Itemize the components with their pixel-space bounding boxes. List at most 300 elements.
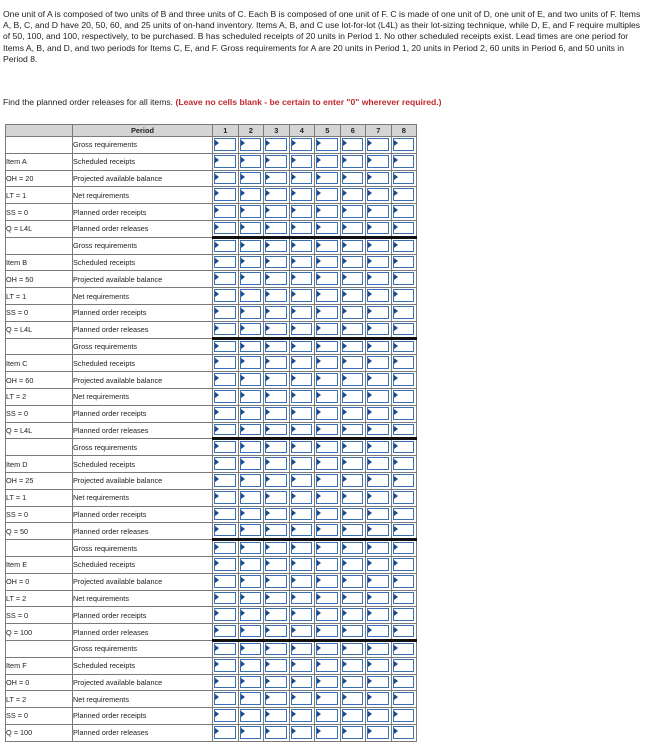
- answer-input[interactable]: [240, 659, 262, 672]
- answer-input[interactable]: [240, 457, 262, 470]
- answer-input[interactable]: [316, 205, 338, 218]
- answer-input[interactable]: [265, 407, 287, 420]
- answer-input[interactable]: [291, 575, 313, 588]
- answer-input[interactable]: [342, 676, 364, 689]
- answer-input[interactable]: [265, 356, 287, 369]
- answer-input[interactable]: [291, 155, 313, 168]
- answer-input[interactable]: [342, 441, 364, 453]
- answer-input[interactable]: [342, 508, 364, 521]
- answer-input[interactable]: [240, 205, 262, 218]
- answer-input[interactable]: [214, 441, 236, 453]
- answer-input[interactable]: [214, 390, 236, 403]
- answer-input[interactable]: [265, 542, 287, 554]
- answer-input[interactable]: [367, 205, 389, 218]
- answer-input[interactable]: [316, 390, 338, 403]
- answer-input[interactable]: [316, 240, 338, 252]
- answer-input[interactable]: [240, 542, 262, 554]
- mrp-row: [6, 304, 417, 321]
- answer-input[interactable]: [240, 356, 262, 369]
- answer-input[interactable]: [265, 524, 287, 536]
- answer-input[interactable]: [393, 457, 415, 470]
- answer-input[interactable]: [367, 608, 389, 621]
- answer-input[interactable]: [367, 692, 389, 705]
- answer-input[interactable]: [367, 240, 389, 252]
- answer-input[interactable]: [240, 306, 262, 319]
- answer-input[interactable]: [214, 676, 236, 689]
- answer-input[interactable]: [240, 508, 262, 521]
- answer-input[interactable]: [316, 643, 338, 655]
- answer-input[interactable]: [367, 306, 389, 319]
- answer-input[interactable]: [291, 356, 313, 369]
- answer-input[interactable]: [240, 323, 262, 335]
- answer-input[interactable]: [316, 306, 338, 319]
- answer-input[interactable]: [367, 222, 389, 234]
- answer-input[interactable]: [367, 323, 389, 335]
- answer-input[interactable]: [393, 390, 415, 403]
- answer-input[interactable]: [316, 272, 338, 285]
- answer-input[interactable]: [240, 726, 262, 739]
- answer-input[interactable]: [240, 256, 262, 269]
- answer-input[interactable]: [214, 341, 236, 353]
- answer-input[interactable]: [342, 138, 364, 151]
- answer-input[interactable]: [342, 289, 364, 302]
- answer-input[interactable]: [214, 323, 236, 335]
- answer-input[interactable]: [240, 575, 262, 588]
- answer-input[interactable]: [214, 407, 236, 420]
- answer-input[interactable]: [265, 323, 287, 335]
- answer-input[interactable]: [316, 172, 338, 185]
- answer-input[interactable]: [214, 240, 236, 252]
- answer-input[interactable]: [214, 172, 236, 185]
- answer-input[interactable]: [240, 289, 262, 302]
- answer-input[interactable]: [265, 457, 287, 470]
- answer-input[interactable]: [265, 272, 287, 285]
- answer-input[interactable]: [393, 272, 415, 285]
- answer-input[interactable]: [316, 491, 338, 504]
- answer-input[interactable]: [367, 676, 389, 689]
- answer-input[interactable]: [265, 575, 287, 588]
- answer-input[interactable]: [342, 222, 364, 234]
- answer-input[interactable]: [342, 373, 364, 386]
- answer-input[interactable]: [240, 643, 262, 655]
- answer-input[interactable]: [214, 592, 236, 605]
- answer-input[interactable]: [214, 256, 236, 269]
- answer-input[interactable]: [214, 188, 236, 201]
- answer-input[interactable]: [265, 709, 287, 722]
- answer-input[interactable]: [291, 625, 313, 637]
- answer-input[interactable]: [316, 709, 338, 722]
- answer-input[interactable]: [265, 692, 287, 705]
- answer-input[interactable]: [342, 390, 364, 403]
- answer-input[interactable]: [367, 457, 389, 470]
- answer-input[interactable]: [214, 575, 236, 588]
- answer-input[interactable]: [393, 524, 415, 536]
- answer-input[interactable]: [214, 709, 236, 722]
- answer-input[interactable]: [291, 407, 313, 420]
- answer-cell: [213, 204, 239, 221]
- answer-input[interactable]: [291, 457, 313, 470]
- answer-input[interactable]: [291, 272, 313, 285]
- answer-input[interactable]: [367, 491, 389, 504]
- answer-input[interactable]: [342, 306, 364, 319]
- answer-input[interactable]: [342, 709, 364, 722]
- answer-input[interactable]: [342, 240, 364, 252]
- answer-input[interactable]: [240, 188, 262, 201]
- answer-cell: [264, 674, 290, 691]
- answer-input[interactable]: [393, 205, 415, 218]
- answer-input[interactable]: [342, 272, 364, 285]
- answer-input[interactable]: [265, 373, 287, 386]
- answer-input[interactable]: [316, 625, 338, 637]
- answer-input[interactable]: [367, 138, 389, 151]
- answer-input[interactable]: [291, 373, 313, 386]
- answer-input[interactable]: [393, 138, 415, 151]
- answer-input[interactable]: [393, 441, 415, 453]
- answer-input[interactable]: [240, 341, 262, 353]
- answer-input[interactable]: [265, 558, 287, 571]
- answer-input[interactable]: [291, 542, 313, 554]
- answer-input[interactable]: [214, 625, 236, 637]
- answer-input[interactable]: [342, 188, 364, 201]
- answer-input[interactable]: [265, 726, 287, 739]
- answer-input[interactable]: [393, 709, 415, 722]
- answer-input[interactable]: [342, 608, 364, 621]
- answer-input[interactable]: [316, 542, 338, 554]
- answer-input[interactable]: [342, 356, 364, 369]
- answer-input[interactable]: [214, 474, 236, 487]
- answer-input[interactable]: [367, 341, 389, 353]
- answer-input[interactable]: [240, 240, 262, 252]
- answer-input[interactable]: [393, 155, 415, 168]
- answer-input[interactable]: [393, 575, 415, 588]
- answer-input[interactable]: [214, 643, 236, 655]
- answer-input[interactable]: [214, 356, 236, 369]
- answer-input[interactable]: [316, 592, 338, 605]
- answer-input[interactable]: [367, 558, 389, 571]
- answer-input[interactable]: [240, 390, 262, 403]
- answer-input[interactable]: [342, 524, 364, 536]
- answer-input[interactable]: [240, 709, 262, 722]
- answer-input[interactable]: [393, 373, 415, 386]
- answer-input[interactable]: [316, 138, 338, 151]
- answer-input[interactable]: [240, 407, 262, 420]
- answer-input[interactable]: [291, 592, 313, 605]
- answer-input[interactable]: [342, 659, 364, 672]
- answer-input[interactable]: [291, 289, 313, 302]
- answer-input[interactable]: [214, 205, 236, 218]
- answer-input[interactable]: [214, 558, 236, 571]
- answer-input[interactable]: [342, 643, 364, 655]
- answer-input[interactable]: [367, 407, 389, 420]
- answer-input[interactable]: [393, 172, 415, 185]
- answer-input[interactable]: [291, 172, 313, 185]
- answer-input[interactable]: [214, 491, 236, 504]
- answer-input[interactable]: [393, 692, 415, 705]
- answer-input[interactable]: [214, 138, 236, 151]
- answer-input[interactable]: [291, 240, 313, 252]
- answer-input[interactable]: [342, 205, 364, 218]
- answer-input[interactable]: [342, 726, 364, 739]
- answer-input[interactable]: [393, 542, 415, 554]
- answer-input[interactable]: [342, 155, 364, 168]
- answer-input[interactable]: [240, 558, 262, 571]
- answer-input[interactable]: [265, 256, 287, 269]
- answer-input[interactable]: [265, 240, 287, 252]
- answer-input[interactable]: [291, 676, 313, 689]
- answer-input[interactable]: [240, 424, 262, 436]
- answer-input[interactable]: [316, 474, 338, 487]
- answer-input[interactable]: [393, 356, 415, 369]
- answer-input[interactable]: [214, 373, 236, 386]
- answer-input[interactable]: [342, 592, 364, 605]
- answer-input[interactable]: [240, 608, 262, 621]
- answer-input[interactable]: [367, 474, 389, 487]
- answer-input[interactable]: [393, 608, 415, 621]
- answer-input[interactable]: [367, 424, 389, 436]
- answer-input[interactable]: [342, 341, 364, 353]
- answer-input[interactable]: [240, 441, 262, 453]
- answer-input[interactable]: [367, 390, 389, 403]
- answer-input[interactable]: [393, 726, 415, 739]
- answer-input[interactable]: [316, 323, 338, 335]
- answer-input[interactable]: [291, 424, 313, 436]
- answer-input[interactable]: [367, 542, 389, 554]
- answer-input[interactable]: [367, 709, 389, 722]
- answer-input[interactable]: [393, 341, 415, 353]
- answer-input[interactable]: [291, 390, 313, 403]
- answer-input[interactable]: [367, 155, 389, 168]
- answer-input[interactable]: [265, 676, 287, 689]
- answer-input[interactable]: [291, 608, 313, 621]
- answer-input[interactable]: [265, 155, 287, 168]
- answer-input[interactable]: [367, 289, 389, 302]
- answer-input[interactable]: [265, 608, 287, 621]
- row-label: Planned order receipts: [73, 607, 213, 624]
- answer-input[interactable]: [316, 407, 338, 420]
- answer-cell: [366, 204, 392, 221]
- answer-input[interactable]: [393, 558, 415, 571]
- answer-cell: [340, 439, 366, 456]
- answer-cell: [213, 523, 239, 540]
- answer-input[interactable]: [240, 155, 262, 168]
- answer-input[interactable]: [342, 407, 364, 420]
- answer-input[interactable]: [316, 726, 338, 739]
- answer-input[interactable]: [342, 172, 364, 185]
- answer-input[interactable]: [291, 474, 313, 487]
- answer-input[interactable]: [367, 172, 389, 185]
- answer-input[interactable]: [342, 457, 364, 470]
- answer-input[interactable]: [316, 676, 338, 689]
- answer-input[interactable]: [291, 341, 313, 353]
- answer-input[interactable]: [291, 709, 313, 722]
- answer-input[interactable]: [393, 474, 415, 487]
- answer-input[interactable]: [316, 424, 338, 436]
- answer-input[interactable]: [291, 441, 313, 453]
- answer-input[interactable]: [214, 508, 236, 521]
- answer-input[interactable]: [291, 643, 313, 655]
- answer-input[interactable]: [291, 188, 313, 201]
- answer-input[interactable]: [240, 491, 262, 504]
- answer-input[interactable]: [316, 188, 338, 201]
- answer-input[interactable]: [265, 222, 287, 234]
- answer-input[interactable]: [265, 659, 287, 672]
- answer-cell: [366, 388, 392, 405]
- answer-input[interactable]: [214, 289, 236, 302]
- answer-input[interactable]: [342, 323, 364, 335]
- answer-input[interactable]: [214, 726, 236, 739]
- answer-input[interactable]: [265, 341, 287, 353]
- answer-input[interactable]: [342, 474, 364, 487]
- answer-input[interactable]: [265, 289, 287, 302]
- answer-input[interactable]: [393, 491, 415, 504]
- answer-input[interactable]: [316, 575, 338, 588]
- answer-input[interactable]: [214, 424, 236, 436]
- answer-input[interactable]: [265, 474, 287, 487]
- answer-input[interactable]: [342, 256, 364, 269]
- answer-input[interactable]: [291, 558, 313, 571]
- answer-input[interactable]: [240, 625, 262, 637]
- answer-input[interactable]: [316, 508, 338, 521]
- answer-input[interactable]: [393, 240, 415, 252]
- answer-input[interactable]: [316, 441, 338, 453]
- answer-input[interactable]: [342, 692, 364, 705]
- answer-input[interactable]: [393, 323, 415, 335]
- answer-input[interactable]: [265, 424, 287, 436]
- answer-cell: [315, 506, 341, 523]
- answer-input[interactable]: [316, 659, 338, 672]
- answer-input[interactable]: [291, 659, 313, 672]
- answer-input[interactable]: [291, 222, 313, 234]
- answer-input[interactable]: [214, 659, 236, 672]
- answer-input[interactable]: [265, 441, 287, 453]
- answer-input[interactable]: [393, 289, 415, 302]
- answer-input[interactable]: [393, 424, 415, 436]
- answer-input[interactable]: [265, 508, 287, 521]
- answer-input[interactable]: [316, 692, 338, 705]
- answer-input[interactable]: [367, 441, 389, 453]
- answer-input[interactable]: [316, 222, 338, 234]
- answer-input[interactable]: [265, 390, 287, 403]
- answer-input[interactable]: [265, 592, 287, 605]
- answer-input[interactable]: [367, 726, 389, 739]
- answer-input[interactable]: [214, 457, 236, 470]
- answer-input[interactable]: [316, 373, 338, 386]
- answer-input[interactable]: [240, 272, 262, 285]
- answer-input[interactable]: [240, 592, 262, 605]
- answer-input[interactable]: [393, 643, 415, 655]
- answer-input[interactable]: [342, 575, 364, 588]
- answer-input[interactable]: [316, 608, 338, 621]
- answer-input[interactable]: [240, 524, 262, 536]
- answer-input[interactable]: [393, 188, 415, 201]
- answer-input[interactable]: [393, 592, 415, 605]
- answer-input[interactable]: [367, 188, 389, 201]
- answer-input[interactable]: [367, 592, 389, 605]
- answer-input[interactable]: [240, 172, 262, 185]
- answer-input[interactable]: [291, 306, 313, 319]
- answer-input[interactable]: [291, 205, 313, 218]
- answer-input[interactable]: [265, 188, 287, 201]
- answer-input[interactable]: [240, 676, 262, 689]
- answer-input[interactable]: [240, 222, 262, 234]
- answer-input[interactable]: [265, 172, 287, 185]
- answer-input[interactable]: [316, 356, 338, 369]
- answer-input[interactable]: [214, 524, 236, 536]
- mrp-row: [6, 708, 417, 725]
- answer-input[interactable]: [393, 676, 415, 689]
- answer-input[interactable]: [367, 643, 389, 655]
- answer-input[interactable]: [316, 524, 338, 536]
- answer-input[interactable]: [367, 373, 389, 386]
- answer-input[interactable]: [214, 306, 236, 319]
- answer-input[interactable]: [214, 542, 236, 554]
- answer-input[interactable]: [316, 155, 338, 168]
- answer-cell: [238, 170, 264, 187]
- answer-input[interactable]: [291, 524, 313, 536]
- answer-input[interactable]: [393, 659, 415, 672]
- answer-input[interactable]: [342, 625, 364, 637]
- answer-input[interactable]: [367, 524, 389, 536]
- answer-input[interactable]: [367, 575, 389, 588]
- answer-input[interactable]: [342, 424, 364, 436]
- answer-input[interactable]: [291, 726, 313, 739]
- answer-input[interactable]: [265, 643, 287, 655]
- answer-input[interactable]: [367, 625, 389, 637]
- answer-cell: [238, 506, 264, 523]
- answer-input[interactable]: [291, 323, 313, 335]
- answer-input[interactable]: [240, 474, 262, 487]
- answer-input[interactable]: [291, 491, 313, 504]
- answer-input[interactable]: [265, 491, 287, 504]
- answer-input[interactable]: [316, 256, 338, 269]
- answer-input[interactable]: [316, 558, 338, 571]
- answer-input[interactable]: [265, 138, 287, 151]
- answer-input[interactable]: [265, 205, 287, 218]
- answer-input[interactable]: [316, 289, 338, 302]
- answer-input[interactable]: [291, 692, 313, 705]
- answer-input[interactable]: [367, 659, 389, 672]
- answer-input[interactable]: [367, 508, 389, 521]
- answer-input[interactable]: [393, 306, 415, 319]
- answer-input[interactable]: [291, 508, 313, 521]
- answer-input[interactable]: [265, 625, 287, 637]
- answer-input[interactable]: [367, 356, 389, 369]
- answer-input[interactable]: [316, 457, 338, 470]
- answer-input[interactable]: [240, 692, 262, 705]
- answer-input[interactable]: [342, 491, 364, 504]
- answer-input[interactable]: [214, 155, 236, 168]
- answer-input[interactable]: [342, 542, 364, 554]
- answer-input[interactable]: [240, 138, 262, 151]
- answer-input[interactable]: [393, 407, 415, 420]
- answer-input[interactable]: [393, 256, 415, 269]
- answer-input[interactable]: [265, 306, 287, 319]
- answer-input[interactable]: [291, 138, 313, 151]
- answer-input[interactable]: [393, 625, 415, 637]
- answer-input[interactable]: [240, 373, 262, 386]
- answer-input[interactable]: [214, 222, 236, 234]
- answer-input[interactable]: [214, 272, 236, 285]
- answer-input[interactable]: [393, 222, 415, 234]
- answer-input[interactable]: [214, 692, 236, 705]
- answer-input[interactable]: [214, 608, 236, 621]
- answer-input[interactable]: [367, 256, 389, 269]
- answer-input[interactable]: [393, 508, 415, 521]
- answer-input[interactable]: [316, 341, 338, 353]
- answer-input[interactable]: [291, 256, 313, 269]
- answer-input[interactable]: [367, 272, 389, 285]
- answer-input[interactable]: [342, 558, 364, 571]
